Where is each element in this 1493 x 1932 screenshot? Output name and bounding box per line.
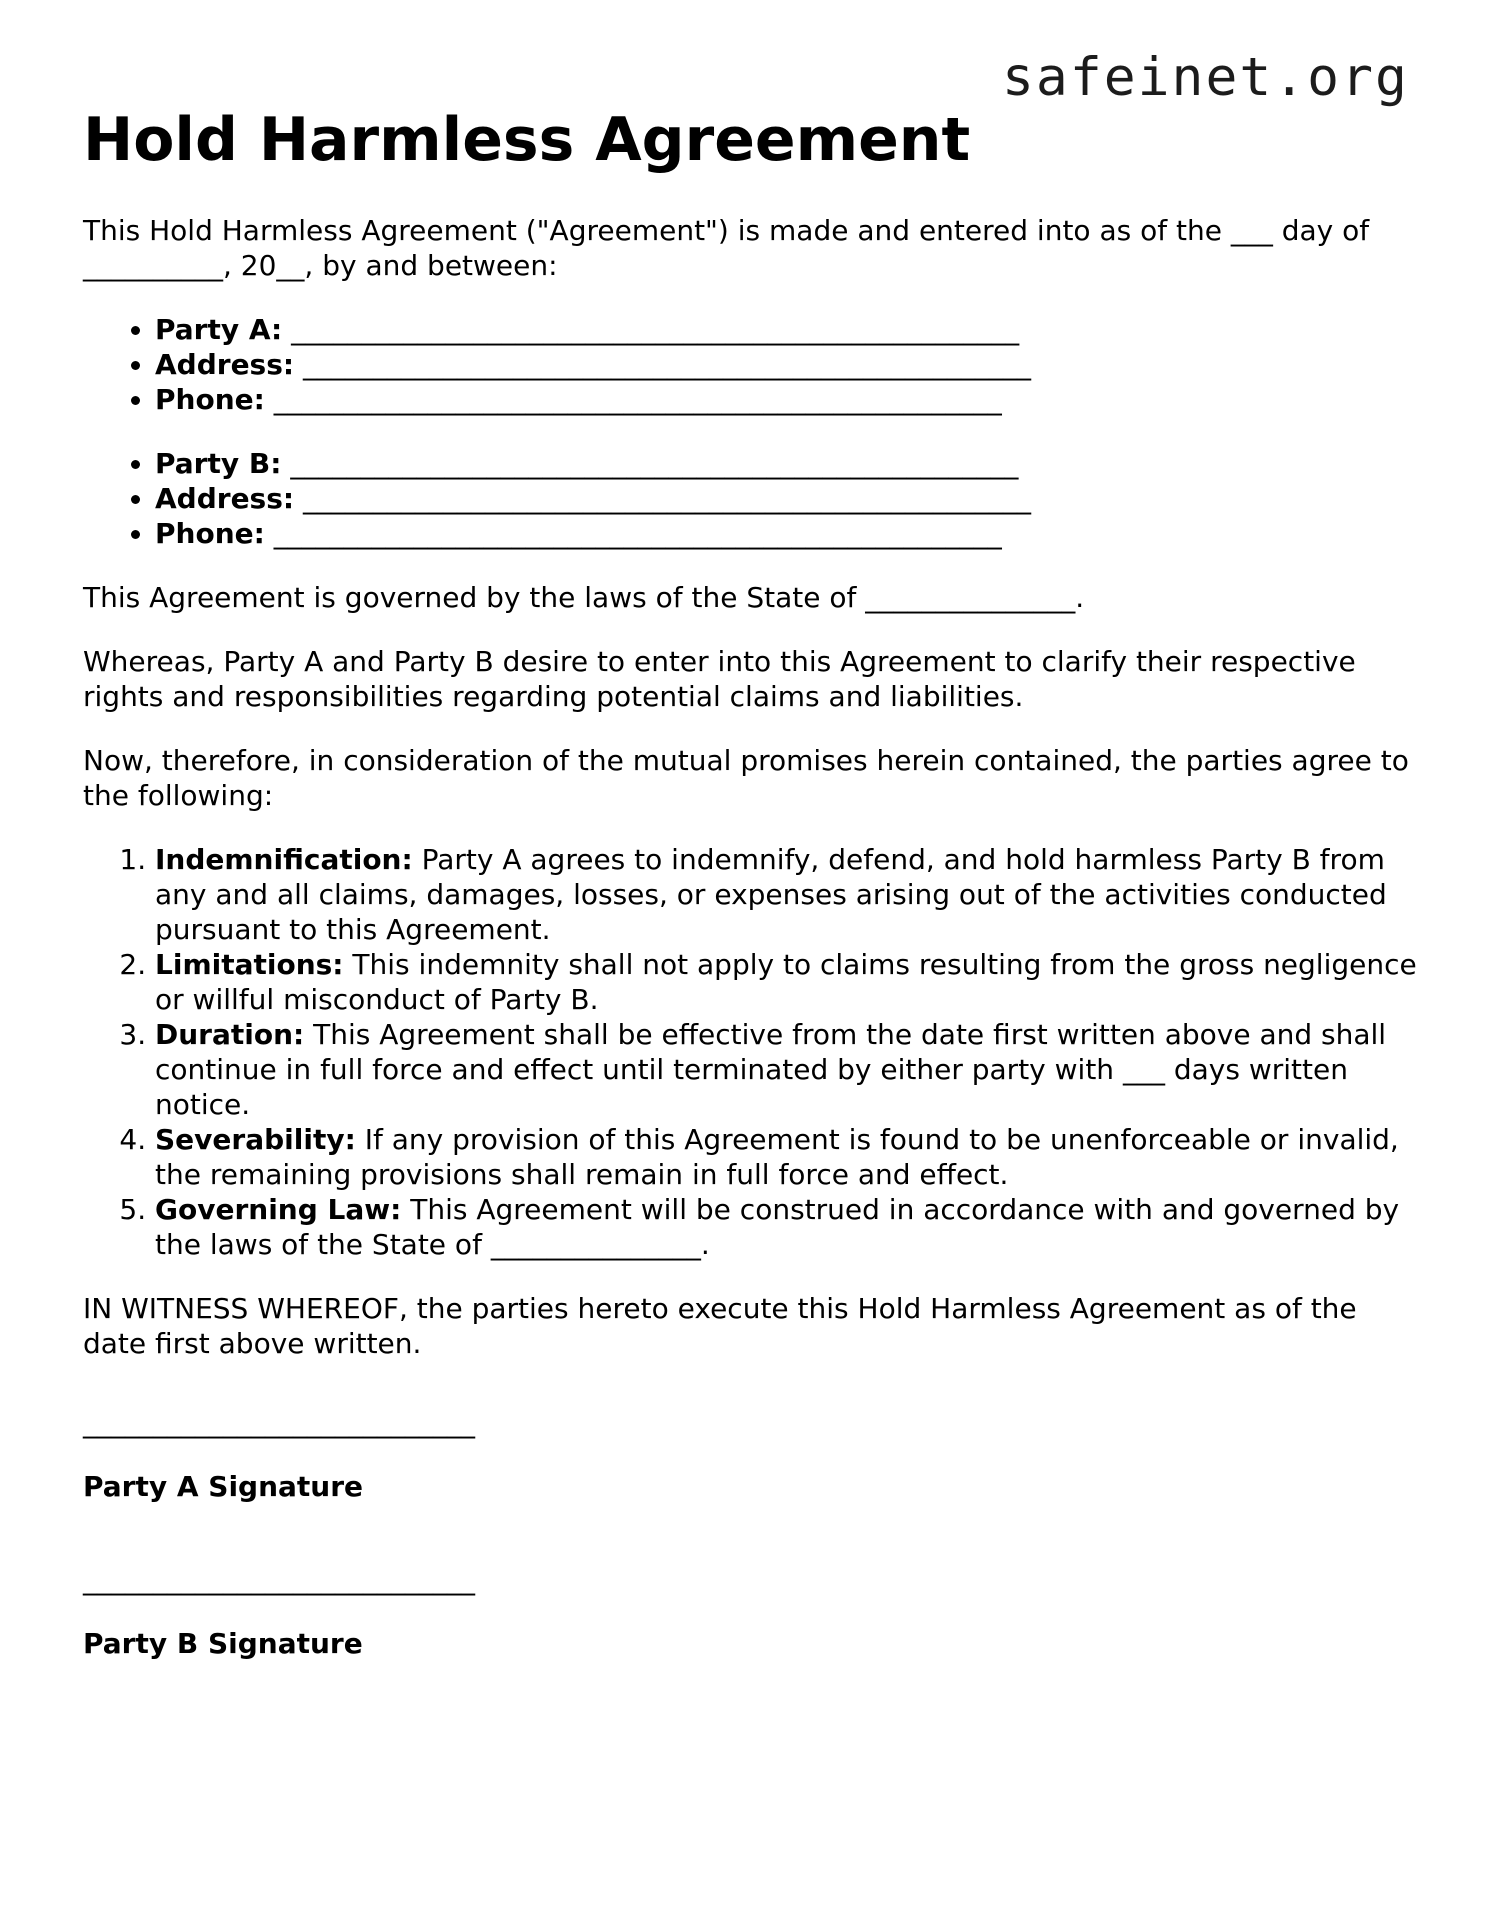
party-b-address-field bbox=[155, 481, 1423, 516]
blank-line: ____________________________________________________ bbox=[303, 482, 1031, 515]
blank-line: ____________________________________________________ bbox=[273, 517, 1002, 550]
clause-limitations bbox=[155, 947, 1423, 1017]
watermark-text: safeinet.org bbox=[1002, 47, 1409, 108]
clause-governing-law bbox=[155, 1192, 1423, 1262]
party-a-signature-block bbox=[83, 1405, 1423, 1504]
blank-line: ____________________________________________________ bbox=[291, 313, 1020, 346]
blank-line: ____________________________________________________ bbox=[273, 383, 1002, 416]
party-b-list bbox=[83, 446, 1423, 551]
party-a-name-field bbox=[155, 312, 1423, 347]
clause-text: This indemnity shall not apply to claims resulting from the gross negligence or willful misconduct of Party B. bbox=[155, 948, 1417, 1016]
clause-text: This Agreement shall be effective from the date first written above and shall continue in full force and effect until terminated by either party with ___ days written notice. bbox=[155, 1018, 1387, 1121]
party-b-name-field bbox=[155, 446, 1423, 481]
field-label: Phone: bbox=[155, 383, 265, 416]
blank-line: ____________________________________________________ bbox=[303, 348, 1031, 381]
signature-label: Party A Signature bbox=[83, 1470, 364, 1503]
governing-state-paragraph: This Agreement is governed by the laws of the State of _______________. bbox=[83, 581, 1085, 614]
clause-text: Party A agrees to indemnify, defend, and hold harmless Party B from any and all claims, damages, losses, or expenses arising out of the activities conducted pursuant to this Agreement. bbox=[155, 843, 1387, 946]
whereas-paragraph: Whereas, Party A and Party B desire to enter into this Agreement to clarify their respective rights and responsibilities regarding potential claims and liabilities. bbox=[83, 645, 1356, 713]
blank-line: ____________________________________________________ bbox=[290, 447, 1019, 480]
intro-paragraph: This Hold Harmless Agreement ("Agreement") is made and entered into as of the ___ day of __________, 20__, by and between: bbox=[83, 214, 1370, 282]
clause-term: Severability: bbox=[155, 1123, 356, 1156]
party-a-list bbox=[83, 312, 1423, 417]
clause-text: This Agreement will be construed in accordance with and governed by the laws of the State of _______________. bbox=[155, 1193, 1400, 1261]
field-label: Party B: bbox=[155, 447, 282, 480]
party-a-phone-field bbox=[155, 382, 1423, 417]
field-label: Address: bbox=[155, 348, 295, 381]
signature-line: ____________________________ bbox=[83, 1563, 475, 1596]
field-label: Address: bbox=[155, 482, 295, 515]
party-b-phone-field bbox=[155, 516, 1423, 551]
clause-term: Indemnification: bbox=[155, 843, 413, 876]
clauses-list bbox=[83, 842, 1423, 1262]
field-label: Phone: bbox=[155, 517, 265, 550]
document-title: Hold Harmless Agreement bbox=[83, 105, 971, 175]
party-a-address-field bbox=[155, 347, 1423, 382]
signature-line: ____________________________ bbox=[83, 1406, 475, 1439]
clause-term: Duration: bbox=[155, 1018, 305, 1051]
document-page bbox=[83, 104, 1423, 1661]
clause-text: If any provision of this Agreement is found to be unenforceable or invalid, the remaining provisions shall remain in full force and effect. bbox=[155, 1123, 1399, 1191]
clause-indemnification bbox=[155, 842, 1423, 947]
party-b-signature-block bbox=[83, 1562, 1423, 1661]
now-therefore-paragraph: Now, therefore, in consideration of the mutual promises herein contained, the parties agree to the following: bbox=[83, 744, 1409, 812]
clause-term: Limitations: bbox=[155, 948, 344, 981]
witness-paragraph: IN WITNESS WHEREOF, the parties hereto execute this Hold Harmless Agreement as of the date first above written. bbox=[83, 1292, 1357, 1360]
clause-severability bbox=[155, 1122, 1423, 1192]
clause-term: Governing Law: bbox=[155, 1193, 402, 1226]
field-label: Party A: bbox=[155, 313, 283, 346]
signature-label: Party B Signature bbox=[83, 1627, 363, 1660]
clause-duration bbox=[155, 1017, 1423, 1122]
